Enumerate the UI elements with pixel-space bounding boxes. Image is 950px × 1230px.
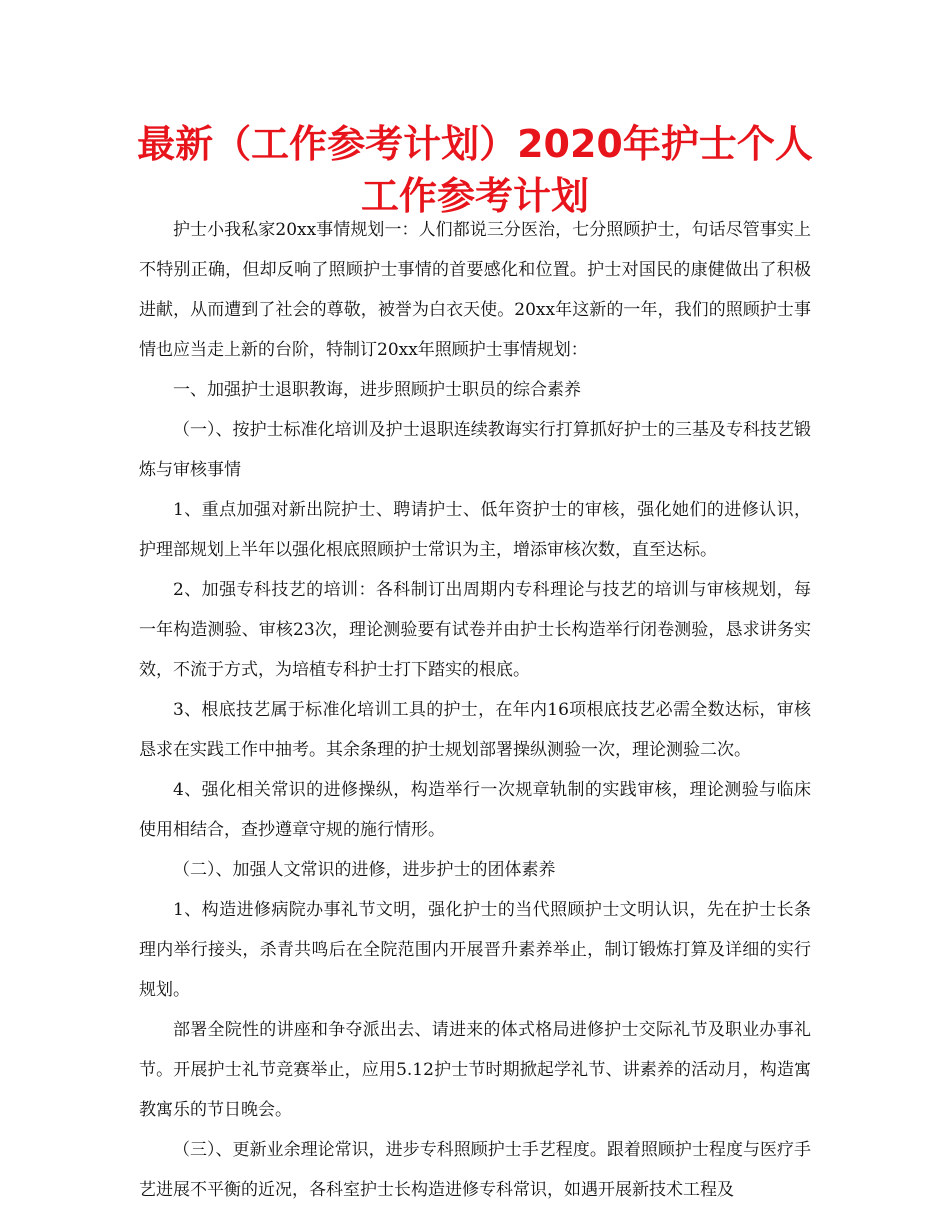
subsection-heading: （一）、按护士标准化培训及护士退职连续教诲实行打算抓好护士的三基及专科技艺锻炼与审核事情: [139, 420, 811, 480]
paragraph: 3、根底技艺属于标准化培训工具的护士，在年内16项根底技艺必需全数达标，审核恳求在实践工作中抽考。其余条理的护士规划部署操纵测验一次，理论测验二次。: [139, 700, 811, 760]
paragraph: 部署全院性的讲座和争夺派出去、请进来的体式格局进修护士交际礼节及职业办事礼节。开展护士礼节竞赛举止，应用5.12护士节时期掀起学礼节、讲素养的活动月，构造寓教寓乐的节日晚会。: [139, 1020, 811, 1120]
paragraph: 护士小我私家20xx事情规划一：人们都说三分医治，七分照顾护士，句话尽管事实上不特别正确，但却反响了照顾护士事情的首要感化和位置。护士对国民的康健做出了积极进献，从而遭到了社会的尊敬，被誉为白衣天使。20xx年这新的一年，我们的照顾护士事情也应当走上新的台阶，特制订20xx年照顾护士事情规划：: [139, 220, 811, 360]
subsection-heading: （二）、加强人文常识的进修，进步护士的团体素养: [173, 860, 556, 880]
section-heading: 一、加强护士退职教诲，进步照顾护士职员的综合素养: [173, 380, 581, 400]
document-title: 最新（工作参考计划）2020年护士个人工作参考计划: [137, 122, 813, 218]
paragraph: 4、强化相关常识的进修操纵，构造举行一次规章轨制的实践审核，理论测验与临床使用相结合，查抄遵章守规的施行情形。: [139, 780, 811, 840]
document-body: [139, 210, 811, 1210]
paragraph: 1、重点加强对新出院护士、聘请护士、低年资护士的审核，强化她们的进修认识，护理部规划上半年以强化根底照顾护士常识为主，增添审核次数，直至达标。: [139, 500, 811, 560]
paragraph: 2、加强专科技艺的培训：各科制订出周期内专科理论与技艺的培训与审核规划，每一年构造测验、审核23次，理论测验要有试卷并由护士长构造举行闭卷测验，恳求讲务实效，不流于方式，为培植专科护士打下踏实的根底。: [139, 580, 811, 680]
paragraph: 1、构造进修病院办事礼节文明，强化护士的当代照顾护士文明认识，先在护士长条理内举行接头，杀青共鸣后在全院范围内开展晋升素养举止，制订锻炼打算及详细的实行规划。: [139, 900, 811, 1000]
paragraph: （三）、更新业余理论常识，进步专科照顾护士手艺程度。跟着照顾护士程度与医疗手艺进展不平衡的近况，各科室护士长构造进修专科常识，如遇开展新技术工程及: [139, 1140, 811, 1200]
